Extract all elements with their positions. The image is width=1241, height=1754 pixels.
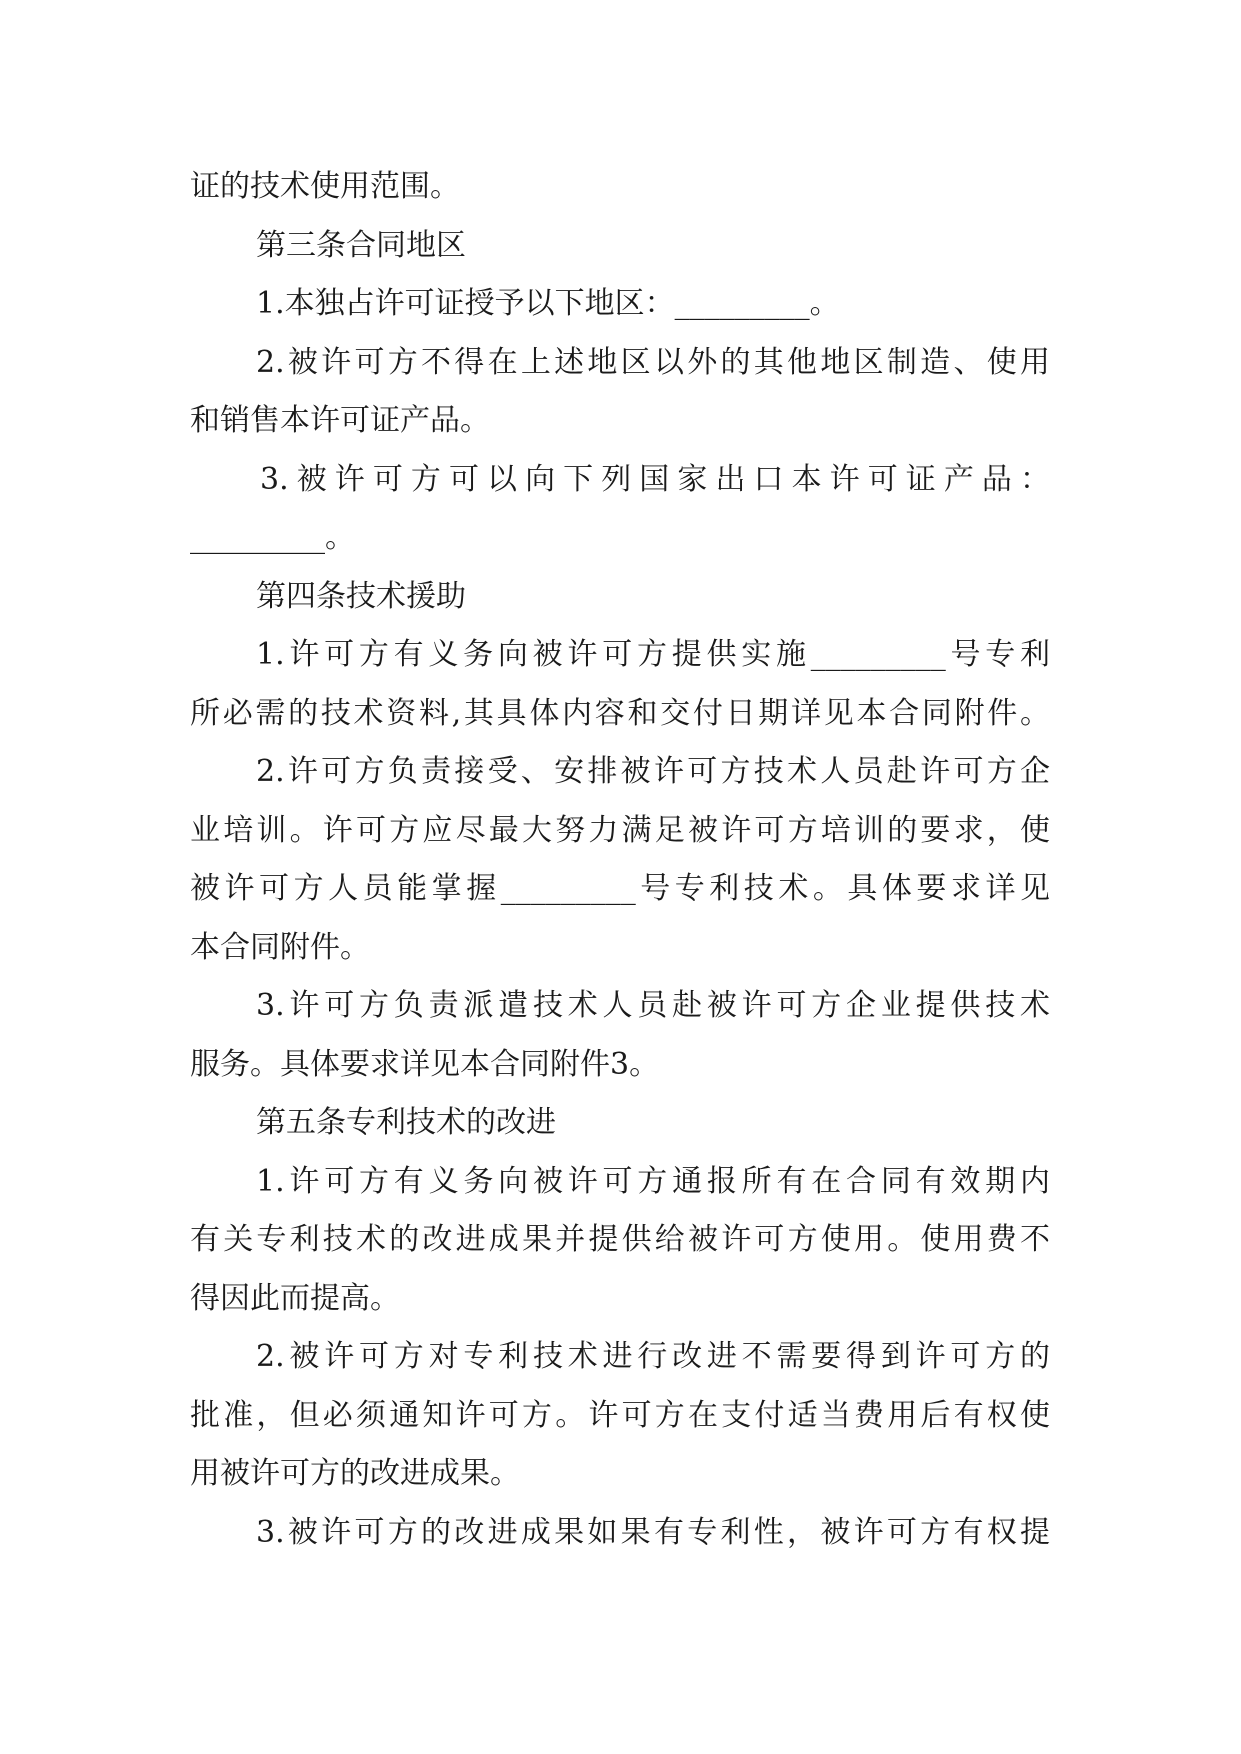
text-line-14: 本合同附件。 (190, 929, 370, 965)
text-line-12: 业培训。许可方应尽最大努力满足被许可方培训的要求，使 (190, 812, 1050, 848)
text-line-20: 得因此而提高。 (190, 1280, 400, 1316)
section-heading-article-3: 第三条合同地区 (256, 227, 466, 263)
section-heading-article-5: 第五条专利技术的改进 (256, 1105, 556, 1140)
text-line-19: 有关专利技术的改进成果并提供给被许可方使用。使用费不 (190, 1222, 1050, 1257)
text-line-23: 用被许可方的改进成果。 (190, 1456, 520, 1491)
text-line-24: 3.被许可方的改进成果如果有专利性，被许可方有权提 (256, 1514, 1050, 1550)
document-page (190, 158, 1050, 1562)
text-line-3: 1.本独占许可证授予以下地区：_________。 (256, 286, 840, 321)
text-line-7: _________。 (190, 520, 355, 555)
text-line-10: 所必需的技术资料,其具体内容和交付日期详见本合同附件。 (190, 695, 1050, 731)
text-line-22: 批准，但必须通知许可方。许可方在支付适当费用后有权使 (190, 1397, 1050, 1433)
text-line-15: 3.许可方负责派遣技术人员赴被许可方企业提供技术 (256, 988, 1050, 1023)
text-line-4: 2.被许可方不得在上述地区以外的其他地区制造、使用 (256, 344, 1050, 380)
text-line-18: 1.许可方有义务向被许可方通报所有在合同有效期内 (256, 1163, 1050, 1199)
text-line-13: 被许可方人员能掌握_________号专利技术。具体要求详见 (190, 871, 1050, 906)
text-line-16: 服务。具体要求详见本合同附件3。 (190, 1046, 660, 1082)
text-line-6: 3.被许可方可以向下列国家出口本许可证产品： (260, 461, 1050, 497)
text-line-5: 和销售本许可证产品。 (190, 403, 490, 438)
text-line-21: 2.被许可方对专利技术进行改进不需要得到许可方的 (256, 1339, 1050, 1374)
text-line-1: 证的技术使用范围。 (190, 169, 460, 204)
text-line-9: 1.许可方有义务向被许可方提供实施_________号专利 (256, 637, 1050, 672)
text-line-11: 2.许可方负责接受、安排被许可方技术人员赴许可方企 (256, 754, 1050, 789)
section-heading-article-4: 第四条技术援助 (256, 578, 466, 614)
